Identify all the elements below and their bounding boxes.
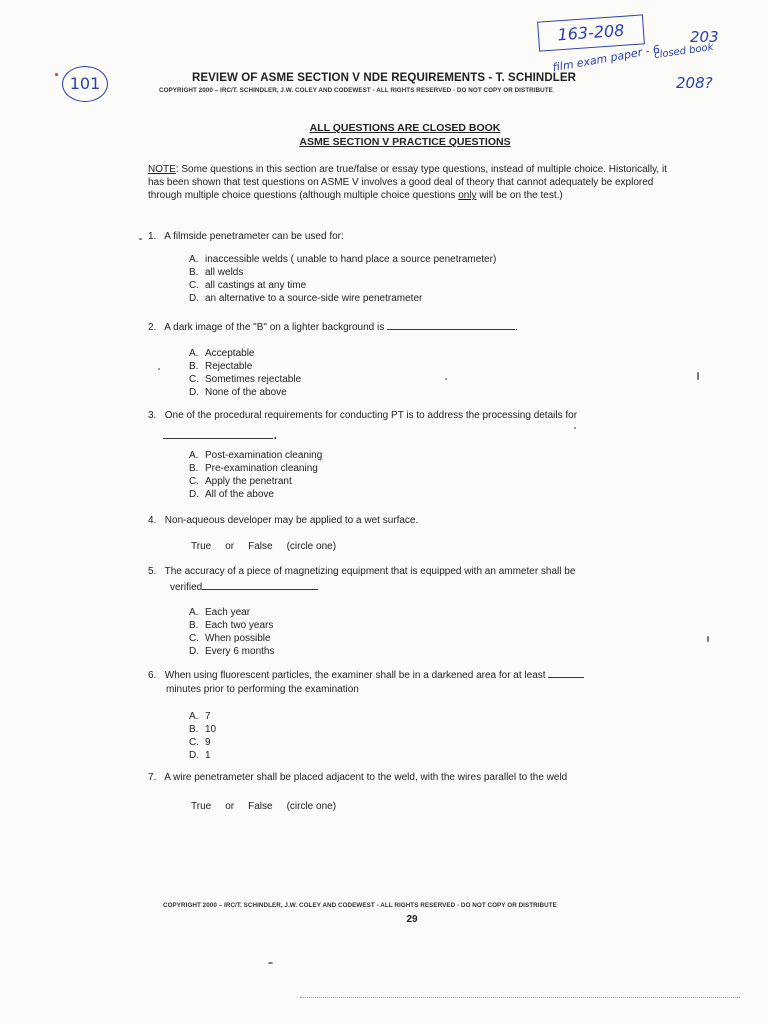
question-3-options xyxy=(189,449,322,501)
scan-speck xyxy=(445,378,447,380)
answer-blank xyxy=(548,668,584,678)
option: C. 9 xyxy=(189,737,211,748)
handwritten-note-film-exam: film exam paper - 6 xyxy=(551,42,661,75)
false-choice: False xyxy=(248,541,273,552)
scan-speck xyxy=(707,636,709,642)
header-copyright: COPYRIGHT 2000 – IRC/T. SCHINDLER, J.W. COLEY AND CODEWEST - ALL RIGHTS RESERVED - DO NOT COPY OR DISTRIBUTE xyxy=(159,87,553,94)
answer-blank xyxy=(202,580,318,590)
question-3: 3. One of the procedural requirements for conducting PT is to address the processing details for xyxy=(148,410,578,421)
option: B. Rejectable xyxy=(189,361,253,372)
false-choice: False xyxy=(248,801,273,812)
question-4-true-false: True or False (circle one) xyxy=(191,541,337,552)
answer-blank xyxy=(387,320,515,330)
range-box: 163-208 xyxy=(537,14,645,51)
option: C. Apply the penetrant xyxy=(189,476,292,487)
note-label: NOTE xyxy=(148,164,176,175)
document-title: REVIEW OF ASME SECTION V NDE REQUIREMENTS - T. SCHINDLER xyxy=(191,72,577,84)
option: C. Sometimes rejectable xyxy=(189,374,302,385)
option: A. Acceptable xyxy=(189,348,255,359)
option: C. When possible xyxy=(189,633,271,644)
option: A. 7 xyxy=(189,711,211,722)
option: C. all castings at any time xyxy=(189,280,307,291)
option: D. All of the above xyxy=(189,489,274,500)
option: B. 10 xyxy=(189,724,217,735)
question-6-options xyxy=(189,710,216,762)
bottom-scan-noise xyxy=(300,997,740,999)
footer-copyright: COPYRIGHT 2000 – IRC/T. SCHINDLER, J.W. COLEY AND CODEWEST - ALL RIGHTS RESERVED - DO NOT COPY OR DISTRIBUTE xyxy=(163,902,557,909)
question-6-continued: minutes prior to performing the examination xyxy=(166,684,359,695)
option: B. all welds xyxy=(189,267,244,278)
question-5: 5. The accuracy of a piece of magnetizing equipment that is equipped with an ammeter shall be xyxy=(148,566,576,577)
option: D. None of the above xyxy=(189,387,287,398)
note-paragraph: NOTE: Some questions in this section are true/false or essay type questions, instead of multiple choice. Historically, it has been shown that test questions on ASME V involves a good deal of theory that cannot adequately be explored through multiple choice questions (although multiple choice questions only will be on the test.) xyxy=(148,164,667,201)
question-2: 2. A dark image of the "B" on a lighter background is . xyxy=(148,322,518,333)
question-2-options xyxy=(189,347,301,399)
section-title-practice-questions: ASME SECTION V PRACTICE QUESTIONS xyxy=(299,136,511,148)
option: D. 1 xyxy=(189,750,211,761)
section-title-closed-book: ALL QUESTIONS ARE CLOSED BOOK xyxy=(309,122,501,134)
scan-speck xyxy=(268,962,273,964)
scan-speck xyxy=(574,427,576,429)
scan-speck xyxy=(697,372,699,380)
answer-blank xyxy=(163,429,273,439)
question-7-true-false: True or False (circle one) xyxy=(191,801,337,812)
question-4: 4. Non-aqueous developer may be applied to a wet surface. xyxy=(148,515,419,526)
note-emphasis: only xyxy=(458,190,477,201)
question-7: 7. A wire penetrameter shall be placed adjacent to the weld, with the wires parallel to the weld xyxy=(148,772,568,783)
question-1-options xyxy=(189,253,496,305)
scan-speck xyxy=(158,368,160,370)
handwritten-note-closed-book: closed book xyxy=(653,41,715,62)
option: A. Each year xyxy=(189,607,251,618)
page-number: 29 xyxy=(406,914,418,925)
option: A. inaccessible welds ( unable to hand place a source penetrameter) xyxy=(189,254,497,265)
question-1: 1. A filmside penetrameter can be used for: xyxy=(148,231,344,242)
option: D. Every 6 months xyxy=(189,646,275,657)
page-number-handwritten: 101 xyxy=(69,74,101,93)
option: D. an alternative to a source-side wire penetrameter xyxy=(189,293,423,304)
option: B. Pre-examination cleaning xyxy=(189,463,318,474)
true-choice: True xyxy=(191,801,212,812)
scan-speck xyxy=(55,73,58,76)
question-5-continued: verified xyxy=(170,580,318,594)
handwritten-number-203: 203 xyxy=(690,28,719,46)
scan-speck xyxy=(139,238,142,240)
question-5-options xyxy=(189,606,274,658)
option: A. Post-examination cleaning xyxy=(189,450,323,461)
true-choice: True xyxy=(191,541,212,552)
option: B. Each two years xyxy=(189,620,274,631)
question-3-blank: . xyxy=(163,426,277,444)
handwritten-number-208: 208? xyxy=(676,74,713,92)
question-6: 6. When using fluorescent particles, the examiner shall be in a darkened area for at least xyxy=(148,668,584,682)
